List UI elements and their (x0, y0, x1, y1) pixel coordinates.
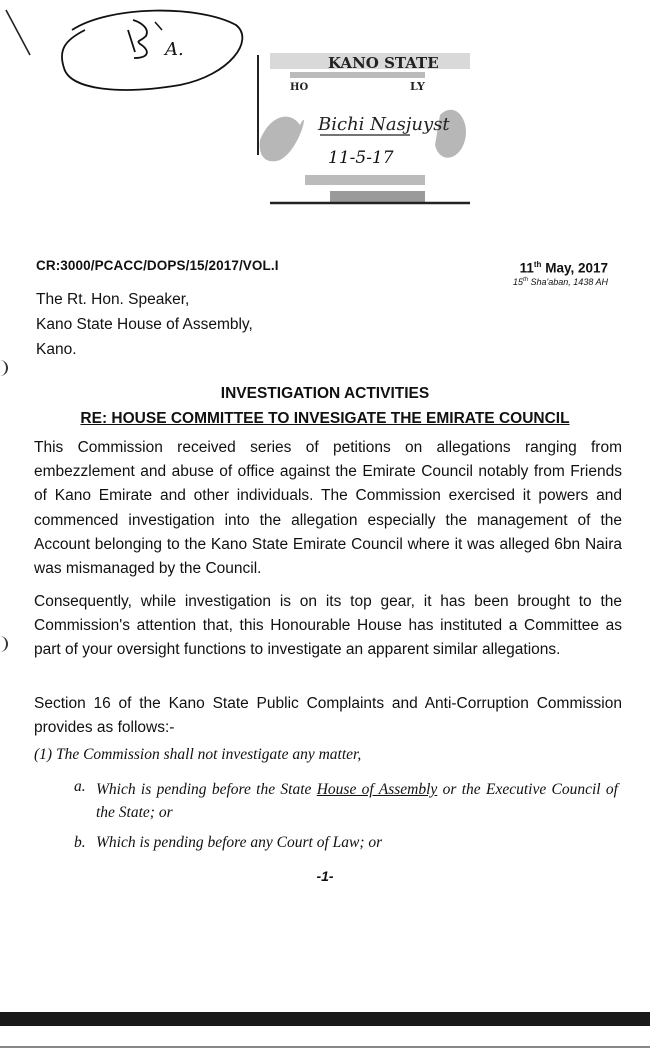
addressee-line-2: Kano State House of Assembly, (36, 316, 253, 333)
item-a-pre: Which is pending before the State (96, 781, 317, 798)
hijri-date (513, 277, 608, 287)
received-stamp (250, 45, 480, 215)
scan-hole-mark (0, 636, 8, 652)
stamp-date: 11-5-17 (328, 148, 394, 168)
item-a-underlined: House of Assembly (316, 781, 438, 798)
hijri-suffix: th (523, 277, 529, 283)
paragraph-3: Section 16 of the Kano State Public Complaints and Anti-Corruption Commission provides as follows:- (34, 695, 622, 737)
date-suffix: th (533, 260, 542, 269)
date-month-year: May, 2017 (541, 260, 608, 276)
stamp-top-text: KANO STATE (328, 54, 439, 72)
item-a-text (96, 778, 618, 824)
addressee-line-1: The Rt. Hon. Speaker, (36, 291, 190, 308)
stamp-second-text: HO (290, 82, 309, 93)
reference-number: CR:3000/PCACC/DOPS/15/2017/VOL.I (36, 258, 279, 273)
letter-date (520, 260, 608, 276)
stamp-second-text-right: LY (410, 80, 425, 93)
hijri-month-year: Sha'aban, 1438 AH (528, 277, 608, 287)
letter-title: INVESTIGATION ACTIVITIES (220, 385, 430, 402)
scan-bottom-line (0, 1046, 650, 1048)
initials-text: A. (165, 39, 184, 60)
item-a-marker: a. (74, 778, 86, 795)
letter-subject: RE: HOUSE COMMITTEE TO INVESIGATE THE EMIRATE COUNCIL (80, 410, 570, 427)
scan-bottom-edge (0, 1012, 650, 1026)
paragraph-2: Consequently, while investigation is on its top gear, it has been brought to the Commission's attention that, this Honourable House has instituted a Committee as part of your oversight functions to investigate an apparent similar allegations. (34, 593, 622, 659)
date-day: 11 (519, 260, 534, 276)
paragraph-1: This Commission received series of petitions on allegations ranging from embezzlement and abuse of office against the Emirate Council notably from Friends of Kano Emirate and other individuals. The Commission exercised it powers and commenced investigation into the allegation especially the management of the Account belonging to the Kano State Emirate Council where it was alleged 6bn Naira was mismanaged by the Council. (34, 439, 622, 578)
page-number: -1- (316, 868, 334, 884)
scan-hole-mark (0, 360, 8, 376)
item-b-marker: b. (74, 834, 86, 851)
handwritten-initials-mark (0, 0, 260, 110)
item-a-post: or the Executive Council of the State; or (96, 781, 618, 821)
stamp-signature: Bichi Nasjuyst (318, 114, 450, 135)
addressee-line-3: Kano. (36, 341, 77, 358)
hijri-day: 15 (513, 277, 524, 287)
clause-1: (1) The Commission shall not investigate any matter, (34, 746, 362, 763)
item-b-text: Which is pending before any Court of Law; or (96, 834, 383, 851)
